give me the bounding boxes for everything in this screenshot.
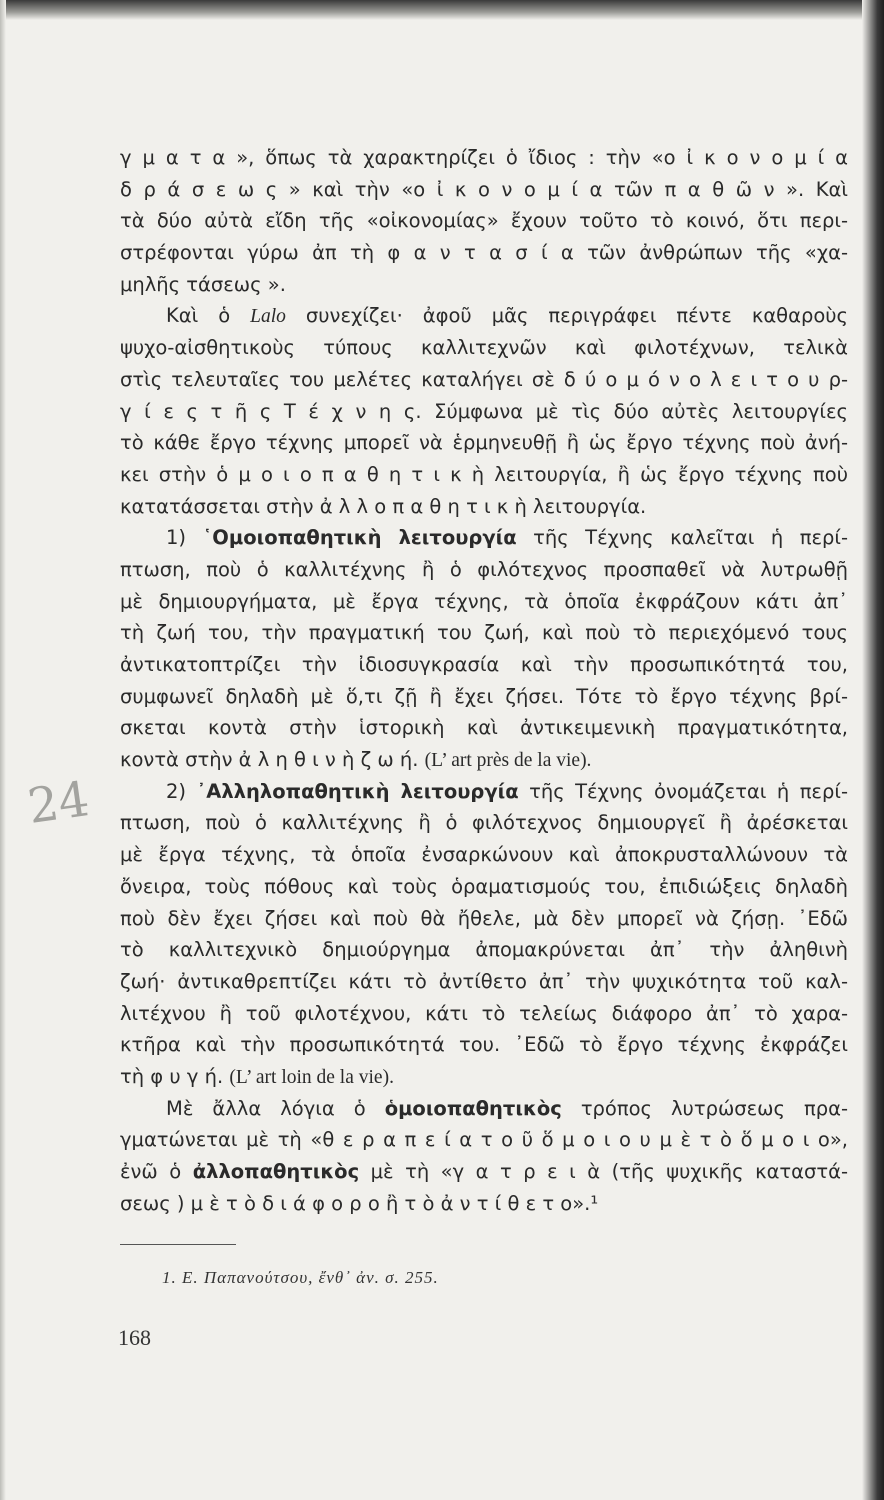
text-line: κει στὴν ὁ μ ο ι ο π α θ η τ ι κ ὴ λειτουργία, ἢ ὡς ἔργο τέχνης ποὺ bbox=[120, 462, 848, 486]
text-line: τὴ φ υ γ ή. (L’ art loin de la vie). bbox=[120, 1064, 394, 1088]
text-line: τὸ καλλιτεχνικὸ δημιούργημα ἀπομακρύνεται ἀπ᾽ τὴν ἀληθινὴ bbox=[120, 938, 848, 962]
french-phrase: (L’ art loin de la vie). bbox=[229, 1066, 394, 1088]
text-line: ψυχο-αἰσθητικοὺς τύπους καλλιτεχνῶν καὶ φιλοτέχνων, τελικὰ bbox=[120, 336, 848, 360]
term-bold: ῾Ομοιοπαθητικὴ λειτουργία bbox=[202, 526, 517, 550]
paragraph-start-line: 1) ῾Ομοιοπαθητικὴ λειτουργία τῆς Τέχνης καλεῖται ἡ περί- bbox=[166, 526, 848, 550]
paragraph-start-line: Μὲ ἄλλα λόγια ὁ ὁμοιοπαθητικὸς τρόπος λυτρώσεως πρα- bbox=[166, 1096, 848, 1120]
author-name-italic: Lalo bbox=[250, 306, 286, 328]
text-line: γ ί ε ς τ ῆ ς Τ έ χ ν η ς. Σύμφωνα μὲ τὶς δύο αὐτὲς λειτουργίες bbox=[120, 399, 848, 423]
term-bold: ὁμοιοπαθητικὸς bbox=[384, 1096, 562, 1120]
text-line: σκεται κοντὰ στὴν ἱστορικὴ καὶ ἀντικειμενικὴ πραγματικότητα, bbox=[120, 716, 848, 740]
scan-edge-left bbox=[0, 0, 6, 1500]
text-line: στὶς τελευταῖες του μελέτες καταλήγει σὲ δ ύ ο μ ό ν ο λ ε ι τ ο υ ρ- bbox=[120, 367, 848, 391]
text-line: γματώνεται μὲ τὴ «θ ε ρ α π ε ί α τ ο ῦ ὅ μ ο ι ο υ μ ὲ τ ὸ ὅ μ ο ι ο», bbox=[120, 1128, 848, 1152]
text-line: μηλῆς τάσεως ». bbox=[120, 272, 286, 296]
text-line: πτωση, ποὺ ὁ καλλιτέχνης ἢ ὁ φιλότεχνος δημιουργεῖ ἢ ἀρέσκεται bbox=[120, 811, 848, 835]
text-line: σεως ) μ ὲ τ ὸ δ ι ά φ ο ρ ο ἢ τ ὸ ἀ ν τ ί θ ε τ ο».¹ bbox=[120, 1191, 599, 1215]
text-line: γ μ α τ α », ὅπως τὰ χαρακτηρίζει ὁ ἴδιος : τὴν «ο ἰ κ ο ν ο μ ί α bbox=[120, 146, 848, 169]
paragraph-start-line: 2) ᾽Αλληλοπαθητικὴ λειτουργία τῆς Τέχνης ὀνομάζεται ἡ περί- bbox=[166, 779, 848, 803]
term-bold: ἀλλοπαθητικὸς bbox=[192, 1160, 360, 1183]
text-line: στρέφονται γύρω ἀπ τὴ φ α ν τ α σ ί α τῶν ἀνθρώπων τῆς «χα- bbox=[120, 241, 848, 265]
text-line: πτωση, ποὺ ὁ καλλιτέχνης ἢ ὁ φιλότεχνος προσπαθεῖ νὰ λυτρωθῇ bbox=[120, 557, 848, 581]
text-line: μὲ ἔργα τέχνης, τὰ ὁποῖα ἐνσαρκώνουν καὶ ἀποκρυσταλλώνουν τὰ bbox=[120, 843, 848, 867]
text-line: λιτέχνου ἢ τοῦ φιλοτέχνου, κάτι τὸ τελείως διάφορο ἀπ᾽ τὸ χαρα- bbox=[120, 1001, 848, 1025]
text-line: τὰ δύο αὐτὰ εἴδη τῆς «οἰκονομίας» ἔχουν τοῦτο τὸ κοινό, ὅτι περι- bbox=[120, 209, 848, 233]
text-line: ὄνειρα, τοὺς πόθους καὶ τοὺς ὁραματισμούς του, ἐπιδιώξεις δηλαδὴ bbox=[120, 874, 848, 898]
text-line: ποὺ δὲν ἔχει ζήσει καὶ ποὺ θὰ ἤθελε, μὰ δὲν μπορεῖ νὰ ζήσῃ. ᾽Εδῶ bbox=[120, 906, 848, 930]
text-line: τὸ κάθε ἔργο τέχνης μπορεῖ νὰ ἑρμηνευθῇ ἢ ὡς ἔργο τέχνης ποὺ ἀνή- bbox=[120, 431, 848, 455]
text-line: μὲ δημιουργήματα, μὲ ἔργα τέχνης, τὰ ὁποῖα ἐκφράζουν κάτι ἀπ᾽ bbox=[120, 589, 848, 613]
text-line: ἀντικατοπτρίζει τὴν ἰδιοσυγκρασία καὶ τὴν προσωπικότητά του, bbox=[120, 653, 848, 676]
scan-edge-right bbox=[862, 0, 884, 1500]
page-body bbox=[120, 142, 848, 1219]
text-line: τὴ ζωή του, τὴν πραγματική του ζωή, καὶ ποὺ τὸ περιεχόμενό τους bbox=[120, 621, 848, 645]
handwritten-margin-mark: 24 bbox=[24, 771, 93, 835]
text-line: δ ρ ά σ ε ω ς » καὶ τὴν «ο ἰ κ ο ν ο μ ί α τῶν π α θ ῶ ν ». Καὶ bbox=[120, 177, 848, 201]
text-line: ζωή· ἀντικαθρεπτίζει κάτι τὸ ἀντίθετο ἀπ᾽ τὴν ψυχικότητα τοῦ καλ- bbox=[120, 969, 848, 993]
paragraph-start-line: Καὶ ὁ Lalo συνεχίζει· ἀφοῦ μᾶς περιγράφει πέντε καθαροὺς bbox=[166, 304, 849, 328]
french-phrase: (L’ art près de la vie). bbox=[424, 750, 592, 772]
text-line: κοντὰ στὴν ἀ λ η θ ι ν ὴ ζ ω ή. (L’ art près de la vie). bbox=[120, 748, 592, 772]
scan-edge-top bbox=[0, 0, 884, 20]
text-line: κτῆρα καὶ τὴν προσωπικότητά του. ᾽Εδῶ τὸ ἔργο τέχνης ἐκφράζει bbox=[120, 1033, 848, 1057]
text-line: κατατάσσεται στὴν ἀ λ λ ο π α θ η τ ι κ ὴ λειτουργία. bbox=[120, 494, 647, 518]
text-line: ἐνῶ ὁ ἀλλοπαθητικὸς μὲ τὴ «γ α τ ρ ε ι ὰ (τῆς ψυχικῆς καταστά- bbox=[120, 1160, 849, 1183]
text-line: συμφωνεῖ δηλαδὴ μὲ ὅ,τι ζῇ ἢ ἔχει ζήσει. Τότε τὸ ἔργο τέχνης βρί- bbox=[120, 684, 848, 708]
footnote: 1. Ε. Παπανούτσου, ἔνθ᾽ ἀν. σ. 255. bbox=[162, 1268, 439, 1287]
page-number: 168 bbox=[118, 1325, 151, 1350]
term-bold: ᾽Αλληλοπαθητικὴ λειτουργία bbox=[196, 779, 519, 803]
footnote-rule bbox=[120, 1244, 236, 1245]
